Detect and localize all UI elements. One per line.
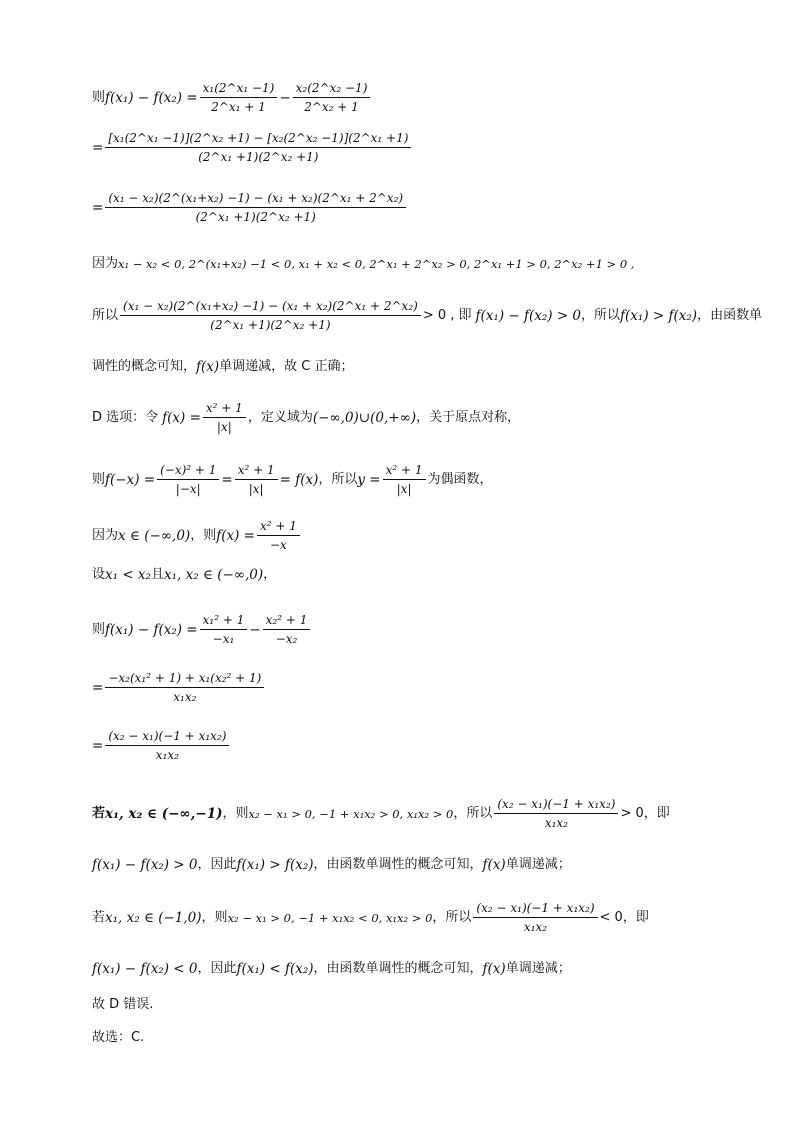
math: x ∈ (−∞,0)	[118, 527, 191, 544]
numerator: x₁² + 1	[200, 612, 248, 630]
numerator: [x₁(2^x₁ −1)](2^x₂ +1) − [x₂(2^x₂ −1)](2^x₁ +1)	[105, 130, 411, 148]
text: 调性的概念可知，	[92, 359, 197, 374]
numerator: (x₂ − x₁)(−1 + x₁x₂)	[105, 728, 229, 746]
fraction	[293, 80, 371, 115]
fraction	[473, 900, 597, 935]
numerator: (x₂ − x₁)(−1 + x₁x₂)	[494, 796, 618, 814]
fraction	[105, 130, 411, 165]
math: f(x₁) > f(x₂)	[620, 307, 698, 324]
math: x₁, x₂ ∈ (−1,0)	[105, 909, 202, 926]
text: ，则	[190, 527, 217, 543]
text: ，关于原点对称，	[416, 409, 521, 425]
denominator: |x|	[396, 482, 412, 496]
text: ，则	[201, 909, 228, 925]
fraction	[105, 190, 406, 225]
denominator: −x	[269, 538, 287, 552]
text: ，由函数单调性的概念可知，	[313, 857, 483, 872]
difference-line	[92, 612, 312, 647]
text: 因为	[92, 527, 119, 543]
fraction	[120, 298, 421, 333]
text: 单调递减；	[505, 857, 571, 872]
math: f(x)	[482, 857, 506, 873]
math: f(x)	[196, 359, 220, 375]
text: 单调递减；	[505, 961, 571, 976]
denominator: −x₁	[212, 632, 235, 646]
equation-line-3	[92, 190, 408, 225]
equation-line-2	[92, 130, 413, 165]
fraction	[105, 728, 229, 763]
math: f(x₁) − f(x₂) > 0	[92, 857, 198, 873]
text: 因为	[92, 256, 119, 271]
even-function-line	[92, 462, 493, 497]
text: 单调递减，故 C 正确；	[219, 359, 354, 374]
text: 则	[92, 89, 106, 105]
denominator: (2^x₁ +1)(2^x₂ +1)	[198, 150, 319, 164]
fraction	[203, 400, 246, 435]
text: 为偶函数，	[427, 471, 493, 487]
math: f(x₁) − f(x₂) =	[105, 621, 198, 638]
math: x₁ < x₂	[105, 567, 151, 583]
equals: =	[221, 471, 233, 488]
denominator: x₁x₂	[544, 816, 568, 830]
math: x₁ − x₂ < 0, 2^(x₁+x₂) −1 < 0, x₁ + x₂ < 0, 2^x₁ + 2^x₂ > 0, 2^x₁ +1 > 0, 2^x₂ +1 > 0 ,	[118, 257, 635, 271]
text: 设	[92, 567, 106, 582]
case-2-conclusion	[92, 960, 571, 978]
numerator: x₂(2^x₂ −1)	[293, 80, 371, 98]
text: 则	[92, 471, 106, 487]
option-d-result	[92, 996, 153, 1014]
math: f(x₁) − f(x₂) =	[105, 89, 198, 106]
numerator: (x₁ − x₂)(2^(x₁+x₂) −1) − (x₁ + x₂)(2^x₁ + 2^x₂)	[105, 190, 406, 208]
numerator: x₁(2^x₁ −1)	[200, 80, 278, 98]
denominator: |x|	[216, 420, 232, 434]
math: y =	[357, 471, 381, 488]
text: 且	[150, 567, 164, 582]
text: 故 D 错误.	[92, 997, 154, 1012]
numerator: x₂² + 1	[263, 612, 311, 630]
denominator: −x₂	[275, 632, 298, 646]
equals: =	[92, 679, 104, 696]
text: ，因此	[197, 961, 237, 976]
case-2-line	[92, 900, 649, 935]
text: D 选项：令	[92, 409, 159, 425]
conclusion-line	[92, 298, 762, 333]
equals: =	[92, 199, 104, 216]
numerator: x² + 1	[235, 462, 278, 480]
text: ，所以	[453, 805, 493, 821]
numerator: x² + 1	[257, 518, 300, 536]
fraction	[200, 80, 278, 115]
denominator: x₁x₂	[155, 748, 179, 762]
domain-line	[92, 518, 302, 553]
assume-line	[92, 566, 276, 584]
denominator: x₁x₂	[173, 690, 197, 704]
math: f(x)	[482, 961, 506, 977]
fraction	[105, 670, 264, 705]
math: f(x) =	[216, 527, 255, 544]
numerator: (x₁ − x₂)(2^(x₁+x₂) −1) − (x₁ + x₂)(2^x₁ + 2^x₂)	[120, 298, 421, 316]
fraction	[200, 612, 248, 647]
equation-line-1	[92, 80, 372, 115]
equals: =	[92, 737, 104, 754]
simplify-line-2	[92, 728, 231, 763]
math: x₂ − x₁ > 0, −1 + x₁x₂ > 0, x₁x₂ > 0	[248, 806, 454, 821]
text: 若	[92, 909, 106, 925]
math: x₁, x₂ ∈ (−∞,0)	[163, 567, 264, 583]
text: ，所以	[318, 471, 358, 487]
math: f(x₁) > f(x₂)	[236, 857, 314, 873]
text: ，所以	[581, 307, 621, 323]
math: f(x₁) < f(x₂)	[236, 961, 314, 977]
text: 所以	[92, 307, 119, 323]
fraction	[257, 518, 300, 553]
text: ，	[263, 567, 277, 582]
text: ，因此	[197, 857, 237, 872]
numerator: (−x)² + 1	[157, 462, 219, 480]
option-d-line	[92, 400, 520, 435]
math: x₂ − x₁ > 0, −1 + x₁x₂ < 0, x₁x₂ > 0	[227, 910, 433, 925]
fraction	[157, 462, 219, 497]
case-1-line	[92, 796, 670, 831]
text: 故选：C.	[92, 1030, 145, 1045]
fraction	[494, 796, 618, 831]
denominator: |−x|	[175, 482, 201, 496]
text: 若	[92, 805, 106, 821]
fraction	[235, 462, 278, 497]
text: ，所以	[432, 909, 472, 925]
numerator: x² + 1	[383, 462, 426, 480]
math: f(x) =	[162, 409, 201, 426]
math: = f(x)	[279, 471, 319, 488]
final-answer	[92, 1029, 144, 1047]
condition-line	[92, 255, 634, 273]
operator: −	[279, 89, 291, 106]
denominator: x₁x₂	[523, 920, 548, 934]
monotonic-line	[92, 358, 354, 376]
numerator: (x₂ − x₁)(−1 + x₁x₂)	[473, 900, 597, 918]
math: f(−x) =	[105, 471, 156, 488]
text: > 0，即	[620, 805, 670, 821]
simplify-line-1	[92, 670, 266, 705]
text: < 0，即	[599, 909, 649, 925]
text: ，由函数单	[697, 307, 763, 323]
operator: −	[249, 621, 261, 638]
math: x₁, x₂ ∈ (−∞,−1)	[105, 805, 223, 822]
text: > 0 , 即	[422, 307, 472, 323]
text: 则	[92, 621, 106, 637]
equals: =	[92, 139, 104, 156]
math: f(x₁) − f(x₂) > 0	[475, 307, 582, 324]
denominator: |x|	[248, 482, 264, 496]
fraction	[383, 462, 426, 497]
denominator: (2^x₁ +1)(2^x₂ +1)	[195, 210, 316, 224]
denominator: 2^x₂ + 1	[304, 100, 359, 114]
numerator: x² + 1	[203, 400, 246, 418]
fraction	[263, 612, 311, 647]
numerator: −x₂(x₁² + 1) + x₁(x₂² + 1)	[105, 670, 264, 688]
text: ，定义域为	[247, 409, 313, 425]
denominator: (2^x₁ +1)(2^x₂ +1)	[210, 318, 331, 332]
text: ，由函数单调性的概念可知，	[313, 961, 483, 976]
text: ，则	[222, 805, 249, 821]
math: f(x₁) − f(x₂) < 0	[92, 961, 198, 977]
case-1-conclusion	[92, 856, 571, 874]
math: (−∞,0)∪(0,+∞)	[312, 409, 417, 426]
denominator: 2^x₁ + 1	[211, 100, 266, 114]
